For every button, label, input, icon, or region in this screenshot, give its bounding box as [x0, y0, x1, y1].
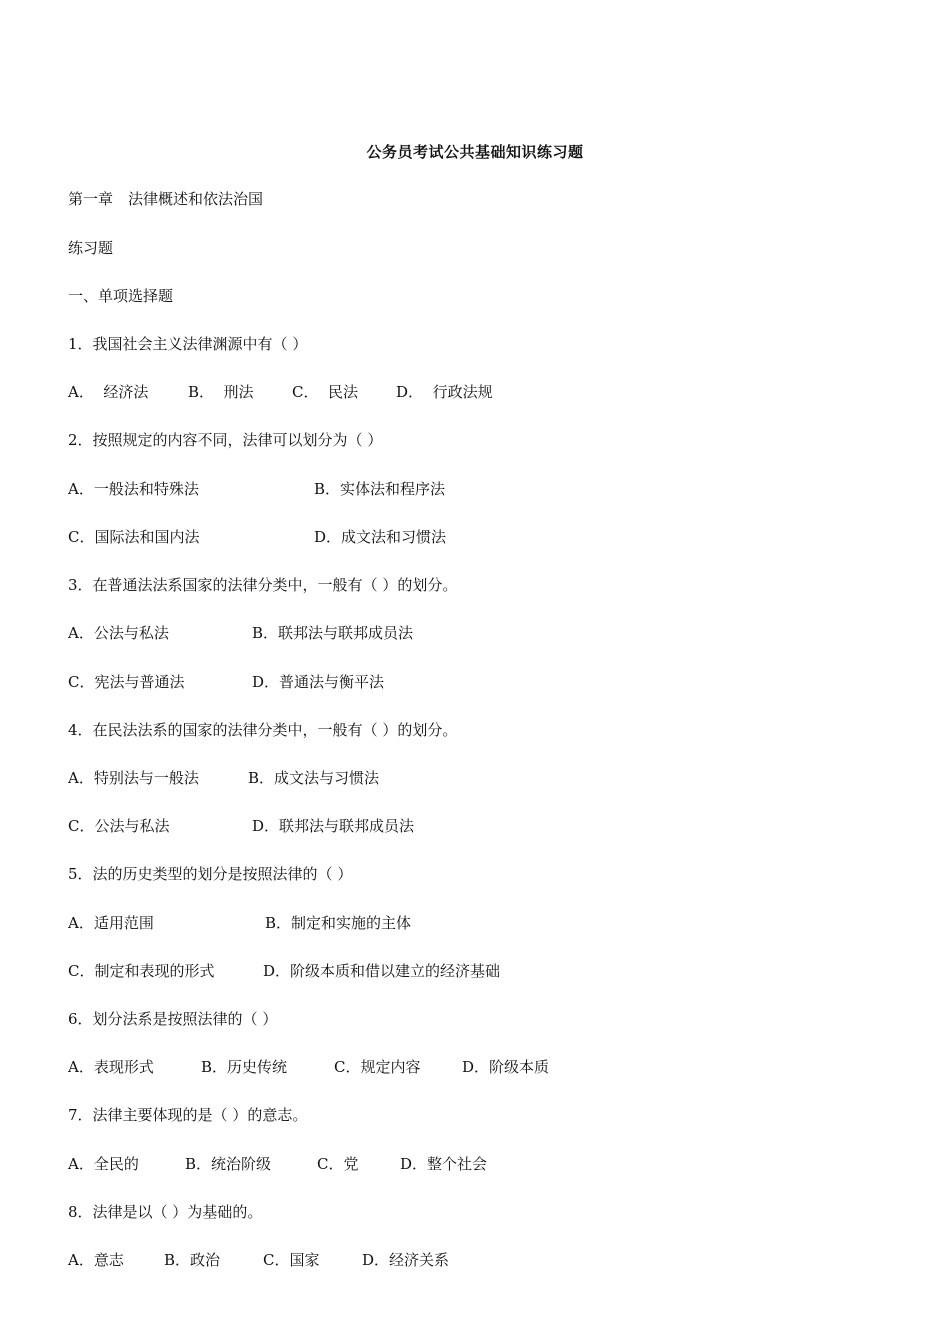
question-option: A．全民的 — [68, 1155, 139, 1173]
question-stem: 2．按照规定的内容不同，法律可以划分为（ ） — [68, 431, 383, 449]
part-heading: 一、单项选择题 — [68, 287, 174, 305]
question-option: D．成文法和习惯法 — [314, 528, 447, 546]
question-option: B． 刑法 — [188, 383, 254, 401]
question-option: C．规定内容 — [334, 1058, 421, 1076]
section-heading: 练习题 — [68, 239, 114, 257]
question-option: B．政治 — [164, 1251, 221, 1269]
question-option: B．成文法与习惯法 — [248, 769, 380, 787]
question-option: D． 行政法规 — [396, 383, 493, 401]
question-stem: 6．划分法系是按照法律的（ ） — [68, 1010, 278, 1028]
question-option: D．整个社会 — [400, 1155, 488, 1173]
question-option: D．联邦法与联邦成员法 — [252, 817, 415, 835]
chapter-heading: 第一章 法律概述和依法治国 — [68, 190, 264, 208]
question-option: A．表现形式 — [68, 1058, 154, 1076]
question-option: C．国际法和国内法 — [68, 528, 200, 546]
question-option: A．适用范围 — [68, 914, 154, 932]
question-option: A．特别法与一般法 — [68, 769, 199, 787]
question-option: C．公法与私法 — [68, 817, 170, 835]
question-stem: 8．法律是以（ ）为基础的。 — [68, 1203, 263, 1221]
document-title: 公务员考试公共基础知识练习题 — [366, 143, 584, 161]
question-option: B．制定和实施的主体 — [265, 914, 412, 932]
question-option: A． 经济法 — [68, 383, 149, 401]
question-option: A．意志 — [68, 1251, 124, 1269]
question-option: D．普通法与衡平法 — [252, 673, 385, 691]
question-stem: 7．法律主要体现的是（ ）的意志。 — [68, 1106, 308, 1124]
question-option: C．党 — [317, 1155, 359, 1173]
question-option: C．宪法与普通法 — [68, 673, 185, 691]
question-option: C．国家 — [263, 1251, 320, 1269]
question-option: D．阶级本质和借以建立的经济基础 — [263, 962, 501, 980]
question-option: A．一般法和特殊法 — [68, 480, 199, 498]
question-option: A．公法与私法 — [68, 624, 169, 642]
question-stem: 3．在普通法法系国家的法律分类中，一般有（ ）的划分。 — [68, 576, 458, 594]
question-option: C． 民法 — [292, 383, 359, 401]
question-option: D．阶级本质 — [462, 1058, 550, 1076]
question-option: D．经济关系 — [362, 1251, 450, 1269]
question-option: B．统治阶级 — [185, 1155, 272, 1173]
question-stem: 4．在民法法系的国家的法律分类中，一般有（ ）的划分。 — [68, 721, 458, 739]
question-option: B．联邦法与联邦成员法 — [252, 624, 414, 642]
question-stem: 1．我国社会主义法律渊源中有（ ） — [68, 335, 308, 353]
question-option: C．制定和表现的形式 — [68, 962, 215, 980]
question-stem: 5．法的历史类型的划分是按照法律的（ ） — [68, 865, 353, 883]
question-option: B．历史传统 — [201, 1058, 288, 1076]
question-option: B．实体法和程序法 — [314, 480, 446, 498]
